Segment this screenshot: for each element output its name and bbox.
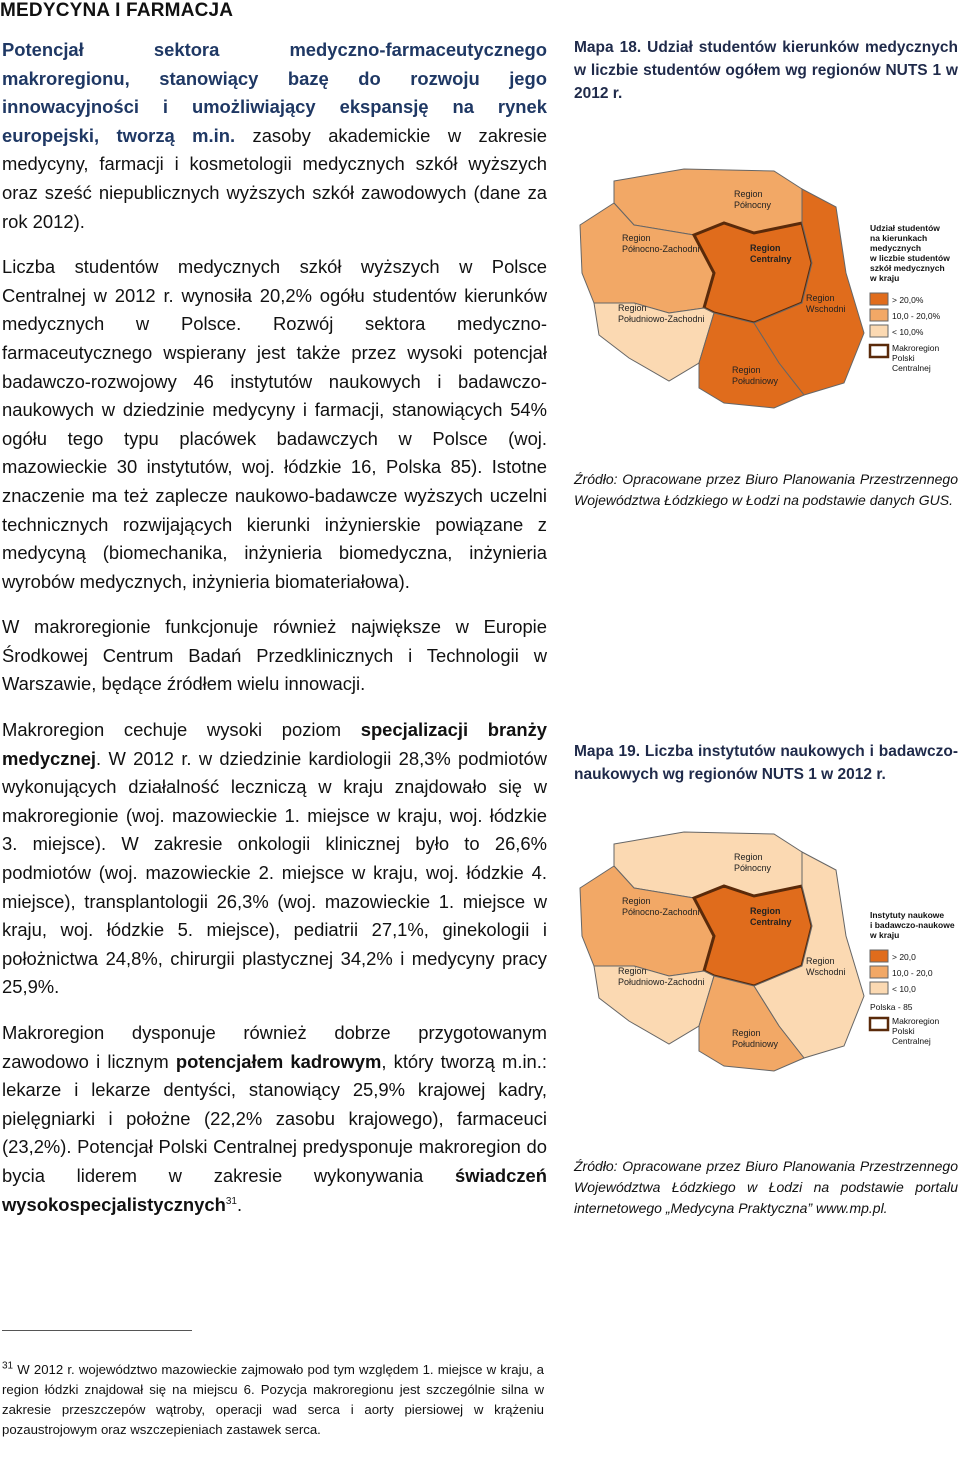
map19-label-centralny-l2: Centralny (750, 917, 792, 927)
map19-region-polnocny (614, 832, 802, 898)
map19-legend (869, 910, 957, 1046)
map19-legend-title-l2: i badawczo-naukowe (870, 920, 955, 930)
map19-label-poludniowy-l1: Region (732, 1028, 761, 1038)
paragraph-3: W makroregionie funkcjonuje również największe w Europie Środkowej Centrum Badań Przedklinicznych i Technologii w Warszawie, będące źródłem wielu innowacji. (2, 616, 547, 695)
footnote-divider (2, 1330, 192, 1331)
paragraph-5-text-a: Makroregion dysponuje również dobrze przygotowanym zawodowo i licznym (2, 1022, 547, 1072)
map19-legend-title (869, 910, 957, 940)
map18-label-wschodni-l2: Wschodni (806, 304, 846, 314)
map19-label-pn-zach-l1: Region (622, 896, 651, 906)
map19-legend-macro-l2: Polski (892, 1026, 915, 1036)
map-18-source: Źródło: Opracowane przez Biuro Planowania Przestrzennego Województwa Łódzkiego w Łodzi na podstawie danych GUS. (574, 471, 958, 508)
map19-label-polnocny-l2: Północny (734, 863, 772, 873)
paragraph-4-text-a: Makroregion cechuje wysoki poziom (2, 719, 361, 741)
footnote-number: 31 (2, 1360, 14, 1372)
map18-legend-title-l2: na kierunkach (870, 233, 928, 243)
map-19-svg (574, 826, 958, 1104)
footnote (2, 1360, 544, 1440)
map19-legend-macro-swatch (870, 1018, 888, 1030)
paragraph-1-rest: zasoby akademickie w zakresie medycyny, farmacji i kosmetologii medycznych szkół wyższych oraz sześć niepublicznych wyższych szkół zawodowych (dane za rok 2012). (2, 124, 547, 232)
paragraph-5 (2, 1019, 547, 1219)
map19-label-wschodni-l1: Region (806, 956, 835, 966)
map19-label-polnocny-l1: Region (734, 852, 763, 862)
map18-legend-label-3: < 10,0% (892, 327, 924, 337)
map18-legend-macro-l1: Makroregion (892, 343, 940, 353)
paragraph-5-bold-2: świadczeń wysokospecjalistycznych (2, 1164, 547, 1215)
map18-label-poludniowy-l1: Region (732, 365, 761, 375)
map18-legend-swatch-2 (870, 309, 888, 321)
paragraph-5-bold-1: potencjałem kadrowym (175, 1050, 382, 1072)
map18-legend-title-l6: w kraju (870, 273, 900, 283)
paragraph-4-bold: specjalizacji branży medycznej (2, 719, 547, 769)
map19-legend-macro-l3: Centralnej (892, 1036, 931, 1046)
map18-legend-title-l4: w liczbie studentów (870, 253, 950, 263)
footnote-text: W 2012 r. województwo mazowieckie zajmowało pod tym względem 1. miejsce w kraju, a region łódzki znajdował się na miejscu 6. Pozycja makroregionu jest szczególnie silna w zakresie przeszczepów wątroby, operacji wad serca i aorty piersiowej w krążeniu pozaustrojowym oraz wszczepieniach zastawek serca. (2, 1362, 544, 1437)
map19-label-wschodni-l2: Wschodni (806, 967, 846, 977)
map-19-title: Mapa 19. Liczba instytutów naukowych i badawczo-naukowych wg regionów NUTS 1 w 2012 r. (574, 743, 958, 783)
map18-legend-macro-l2: Polski (892, 353, 915, 363)
map-19-source: Źródło: Opracowane przez Biuro Planowania Przestrzennego Województwa Łódzkiego w Łodzi na podstawie portalu internetowego „Medycyna Praktyczna” www.mp.pl. (574, 1158, 958, 1216)
map-18-figure (574, 163, 958, 433)
map18-legend-title-l5: szkół medycznych (870, 263, 945, 273)
paragraph-4-text-b: . W 2012 r. w dziedzinie kardiologii 28,3% podmiotów wykonujących działalność leczniczą w kraju znajdowało się w makroregionie (woj. mazowieckie 1. miejsce w kraju, woj. łódzkie 3. miejsce). W zakresie onkologii klinicznej było to 26,6% podmiotów (woj. mazowieckie 2. miejsce w kraju, woj. łódzkie 4. miejsce), transplantologii 26,3% (woj. mazowieckie 1. miejsce w kraju, woj. łódzkie 5. miejsce), pediatrii 27,1%, ginekologii i położnictwa 24,8%, chirurgii plastycznej 34,2% i medycyny pracy 25,9%. (2, 747, 547, 998)
map18-legend-swatch-3 (870, 325, 888, 337)
map18-legend-macro-swatch (870, 345, 888, 357)
map-18-title: Mapa 18. Udział studentów kierunków medycznych w liczbie studentów ogółem wg regionów NUTS 1 w 2012 r. (574, 39, 958, 102)
map18-label-wschodni-l1: Region (806, 293, 835, 303)
map19-label-pd-zach-l1: Region (618, 966, 647, 976)
map18-legend-label-2: 10,0 - 20,0% (892, 311, 941, 321)
map19-label-pd-zach-l2: Południowo-Zachodni (618, 977, 705, 987)
map18-label-poludniowy-l2: Południowy (732, 376, 779, 386)
map18-legend-title-l3: medycznych (870, 243, 922, 253)
map-19-figure (574, 826, 958, 1104)
map-18-svg (574, 163, 958, 433)
map18-label-pn-zach-l1: Region (622, 233, 651, 243)
map19-legend-label-1: > 20,0 (892, 952, 916, 962)
map19-legend-swatch-2 (870, 966, 888, 978)
map19-legend-label-3: < 10,0 (892, 984, 916, 994)
map18-legend-macro-l3: Centralnej (892, 363, 931, 373)
map-19-block (574, 740, 958, 1219)
map18-label-pn-zach-l2: Północno-Zachodni (622, 244, 700, 254)
map19-label-pn-zach-l2: Północno-Zachodni (622, 907, 700, 917)
paragraph-1 (2, 36, 547, 236)
map19-legend-swatch-1 (870, 950, 888, 962)
paragraph-2: Liczba studentów medycznych szkół wyższych w Polsce Centralnej w 2012 r. wynosiła 20,2% ogółu studentów kierunków medycznych w Polsce. Rozwój sektora medyczno-farmaceutycznego wspierany jest także przez wysoki potencjał badawczo-rozwojowy 46 instytutów naukowych i badawczo-naukowych w dziedzinie medycyny i farmacji, stanowiących 54% ogółu tego typu placówek badawczych w Polsce (woj. mazowieckie 30 instytutów, woj. łódzkie 16, Polska 85). Istotne znaczenie ma też zaplecze naukowo-badawcze wyższych uczelni technicznych rozwijających kierunki inżynierskie powiązane z medycyną (biomechanika, inżynieria biomedyczna, inżynieria wyrobów medycznych, inżynieria biomateriałowa). (2, 256, 547, 592)
map18-legend-swatch-1 (870, 293, 888, 305)
section-heading: MEDYCYNA I FARMACJA (0, 0, 234, 21)
map19-label-centralny-l1: Region (750, 906, 781, 916)
body-text-column (2, 36, 547, 1236)
map19-label-poludniowy-l2: Południowy (732, 1039, 779, 1049)
map18-label-pd-zach-l2: Południowo-Zachodni (618, 314, 705, 324)
map19-legend-title-l3: w kraju (870, 930, 900, 940)
map18-legend-label-1: > 20,0% (892, 295, 924, 305)
map18-label-centralny-l1: Region (750, 243, 781, 253)
paragraph-5-text-b: , który tworzą m.in.: lekarze i lekarze dentyści, stanowiący 25,9% krajowej kadry, pielęgniarki i położne (22,2% zasobu krajowego), farmaceuci (23,2%). Potencjał Polski Centralnej predysponuje makroregion do bycia liderem w zakresie wykonywania (2, 1050, 547, 1186)
map19-legend-swatch-3 (870, 982, 888, 994)
paragraph-5-end: . (236, 1193, 243, 1215)
map18-label-polnocny-l1: Region (734, 189, 763, 199)
paragraph-4 (2, 716, 547, 1002)
footnote-ref[interactable]: 31 (225, 1195, 237, 1207)
map18-legend-macro (892, 343, 942, 373)
map-18-block (574, 36, 958, 511)
map18-label-centralny-l2: Centralny (750, 254, 792, 264)
map18-region-polnocny (614, 169, 802, 235)
map18-label-pd-zach-l1: Region (618, 303, 647, 313)
map19-legend-macro-l1: Makroregion (892, 1016, 940, 1026)
map19-legend-total: Polska - 85 (870, 1002, 913, 1012)
map18-legend-title-l1: Udział studentów (870, 223, 940, 233)
map19-legend-macro (892, 1016, 942, 1046)
map18-label-polnocny-l2: Północny (734, 200, 772, 210)
map19-legend-title-l1: Instytuty naukowe (870, 910, 945, 920)
map19-legend-label-2: 10,0 - 20,0 (892, 968, 933, 978)
map18-legend (869, 223, 952, 373)
map18-legend-title (869, 223, 952, 283)
paragraph-1-lead: Potencjał sektora medyczno-farmaceutycznego makroregionu, stanowiący bazę do rozwoju jego innowacyjności i umożliwiający ekspansję na rynek europejski, tworzą m.in. (2, 39, 547, 146)
